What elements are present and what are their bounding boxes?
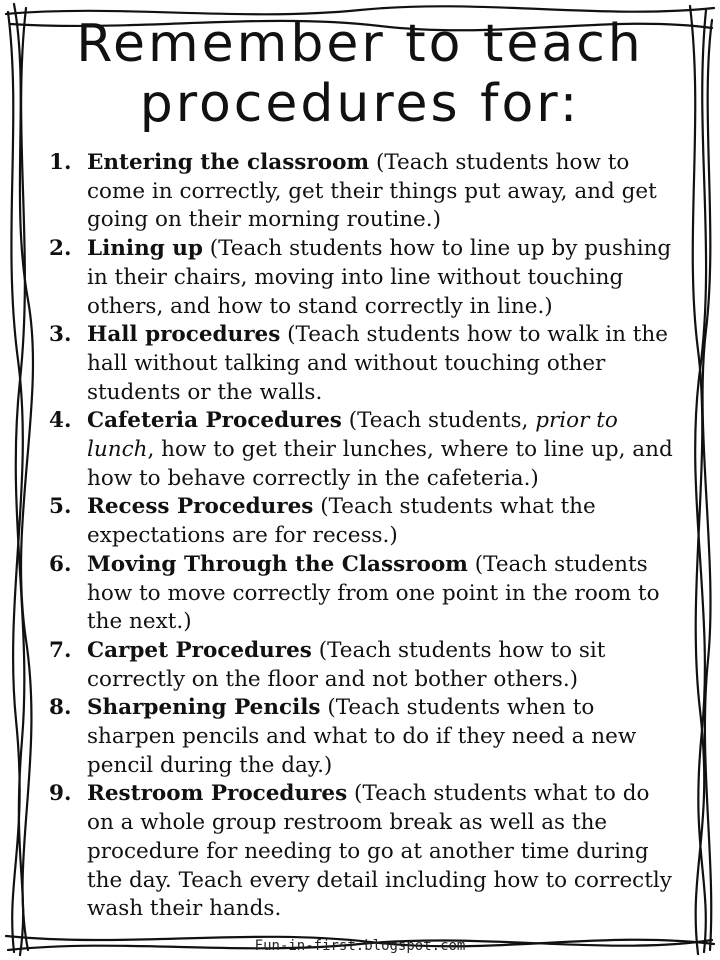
item-description: (Teach students what the expectations are for recess.)	[87, 494, 596, 549]
list-item-moving-through-classroom	[44, 551, 680, 637]
item-number: 7.	[49, 637, 72, 663]
item-number: 1.	[49, 150, 72, 175]
item-heading: Lining up	[87, 236, 203, 262]
list-item-restroom-procedures	[44, 780, 680, 924]
footer-credit: Fun-in-first.blogspot.com	[254, 938, 466, 954]
item-emphasis: prior to lunch	[87, 408, 618, 463]
item-description: (Teach students how to line up by pushing in their chairs, moving into line without touching others, and how to stand correctly in line.)	[87, 236, 672, 319]
item-heading: Restroom Procedures	[87, 781, 348, 807]
item-number: 2.	[49, 236, 72, 262]
title-line-2: procedures for:	[139, 74, 581, 134]
item-description: (Teach students how to come in correctly, get their things put away, and get going on their morning routine.)	[87, 150, 657, 233]
list-item-cafeteria-procedures	[44, 407, 680, 493]
list-item-hall-procedures	[44, 321, 680, 407]
list-item-entering-classroom	[44, 149, 680, 235]
item-number: 8.	[49, 695, 72, 721]
item-heading: Moving Through the Classroom	[87, 551, 468, 577]
list-item-carpet-procedures	[44, 637, 680, 694]
item-heading: Sharpening Pencils	[87, 695, 321, 721]
item-number: 4.	[49, 408, 72, 434]
list-item-recess-procedures	[44, 493, 680, 550]
item-number: 3.	[49, 322, 72, 348]
item-description: , how to get their lunches, where to line up, and how to behave correctly in the cafeteria.)	[87, 437, 673, 491]
procedures-list	[44, 149, 680, 924]
list-item-sharpening-pencils	[44, 694, 680, 780]
item-number: 9.	[49, 781, 72, 807]
item-description: (Teach students how to walk in the hall without talking and without touching other students or the walls.	[87, 322, 669, 405]
item-description: (Teach students how to sit correctly on the floor and not bother others.)	[87, 637, 606, 692]
item-heading: Cafeteria Procedures	[87, 408, 342, 434]
item-number: 5.	[49, 494, 72, 520]
page-title	[40, 14, 680, 134]
item-heading: Carpet Procedures	[87, 637, 312, 663]
item-description: (Teach students how to move correctly from one point in the room to the next.)	[87, 551, 660, 635]
list-item-lining-up	[44, 235, 680, 321]
item-number: 6.	[49, 551, 72, 577]
item-heading: Entering the classroom	[87, 150, 370, 175]
item-heading: Recess Procedures	[87, 494, 314, 520]
item-description: (Teach students when to sharpen pencils and what to do if they need a new pencil during the day.)	[87, 695, 637, 778]
item-heading: Hall procedures	[87, 322, 281, 348]
title-line-1: Remember to teach	[76, 14, 644, 74]
item-description: (Teach students what to do on a whole group restroom break as well as the procedure for needing to go at another time during the day. Teach every detail including how to correctly wash their hands.	[87, 781, 672, 922]
item-description-pre: (Teach students,	[341, 408, 536, 434]
